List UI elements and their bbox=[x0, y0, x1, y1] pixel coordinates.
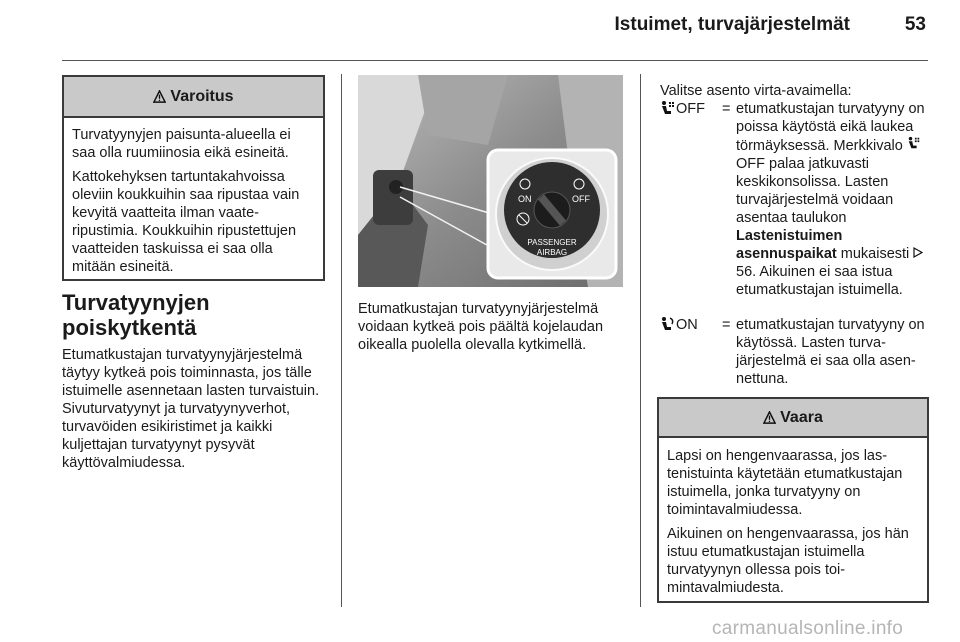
section-heading-line-1: Turvatyynyjen bbox=[62, 290, 210, 315]
airbag-off-icon bbox=[907, 138, 921, 154]
switch-label-passenger: PASSENGER bbox=[527, 238, 577, 247]
column-divider-1 bbox=[341, 74, 342, 607]
on-description: etumatkustajan turvatyyny on käytössä. Lasten turvajärjestelmä ei saa olla asennettuna. bbox=[736, 317, 925, 387]
airbag-switch-photo bbox=[358, 75, 623, 287]
off-desc-part-1: etumatkustajan turvatyyny on poissa käytöstä eikä laukea törmäyksessä. Merkkivalo bbox=[736, 101, 925, 154]
page-number: 53 bbox=[904, 14, 926, 35]
column-divider-2 bbox=[640, 74, 641, 607]
off-option-row bbox=[660, 100, 928, 299]
off-desc-icon-label: OFF bbox=[736, 156, 765, 172]
warning-triangle-icon bbox=[153, 90, 166, 103]
switch-label-off: OFF bbox=[572, 194, 590, 204]
photo-caption: Etumatkustajan turvatyynyjärjestelmä voidaan kytkeä pois päältä kojelaudan oikealla puolella olevalla kytkimellä. bbox=[358, 301, 604, 353]
danger-box-title: Vaara bbox=[780, 408, 823, 426]
airbag-off-icon bbox=[660, 100, 676, 121]
danger-box bbox=[657, 397, 929, 603]
warning-box-header bbox=[64, 77, 323, 118]
off-key bbox=[660, 100, 722, 299]
page-header-title: Istuimet, turvajärjestelmät bbox=[614, 14, 850, 35]
off-description bbox=[736, 100, 928, 299]
section-heading bbox=[62, 290, 327, 340]
on-option-row bbox=[660, 316, 928, 388]
danger-paragraph-1: Lapsi on hengenvaarassa, jos lastenistuinta käytetään etumatkustajan istuimella, jonka turvatyyny on toimintavalmiudessa. bbox=[667, 448, 903, 518]
off-key-label: OFF bbox=[676, 101, 705, 117]
watermark: carmanualsonline.info bbox=[712, 618, 904, 639]
switch-label-airbag: AIRBAG bbox=[536, 248, 568, 257]
warning-paragraph-1: Turvatyynyjen paisunta-alueella ei saa olla ruumiinosia eikä esineitä. bbox=[72, 127, 291, 161]
installation-table-link[interactable]: Lastenistuimen asennuspaikat bbox=[736, 228, 843, 262]
off-desc-part-3: mukaisesti bbox=[836, 246, 914, 262]
warning-box-title: Varoitus bbox=[170, 87, 234, 105]
on-equals: = bbox=[722, 317, 731, 333]
on-key-label: ON bbox=[676, 317, 698, 333]
off-equals: = bbox=[722, 101, 731, 117]
airbag-on-icon bbox=[660, 316, 676, 337]
switch-label-on: ON bbox=[518, 194, 532, 204]
warning-triangle-icon bbox=[763, 411, 776, 424]
switch-intro: Valitse asento virta-avaimella: bbox=[660, 83, 852, 99]
warning-box bbox=[62, 75, 325, 281]
section-heading-line-2: poiskytkentä bbox=[62, 315, 197, 340]
danger-paragraph-2: Aikuinen on hengenvaarassa, jos hän istuu etumatkustajan istuimella turvatyynyn ollessa pois toimintavalmiudesta. bbox=[667, 526, 909, 596]
page-ref-triangle-icon bbox=[913, 246, 923, 262]
on-key bbox=[660, 316, 722, 388]
warning-paragraph-2: Kattokehyksen tartuntakahvoissa oleviin koukkuihin saa ripustaa vain kevyitä vaatteita ilman vaateripustimia. Koukkuihin ripustettujen vaatteiden taskuissa ei saa olla mitään esineitä. bbox=[72, 169, 300, 275]
off-desc-part-2: palaa jatkuvasti keskikonsolissa. Lasten turvajärjestelmä voidaan asentaa taulukon bbox=[736, 156, 894, 226]
danger-box-header bbox=[659, 399, 927, 438]
section-body: Etumatkustajan turvatyynyjärjestelmä täytyy kytkeä pois toiminnasta, jos tälle istuimelle asennetaan lasten turvaistuin. Sivuturvatyynyt ja turvatyynyverhot, turvavöiden esikiristimet ja kaikki kuljettajan turvatyynyt pysyvät käyttövalmiudessa. bbox=[62, 347, 320, 471]
header-rule bbox=[62, 60, 928, 61]
off-desc-ref: 56. Aikuinen ei saa istua etumatkustajan istuimella. bbox=[736, 264, 903, 298]
